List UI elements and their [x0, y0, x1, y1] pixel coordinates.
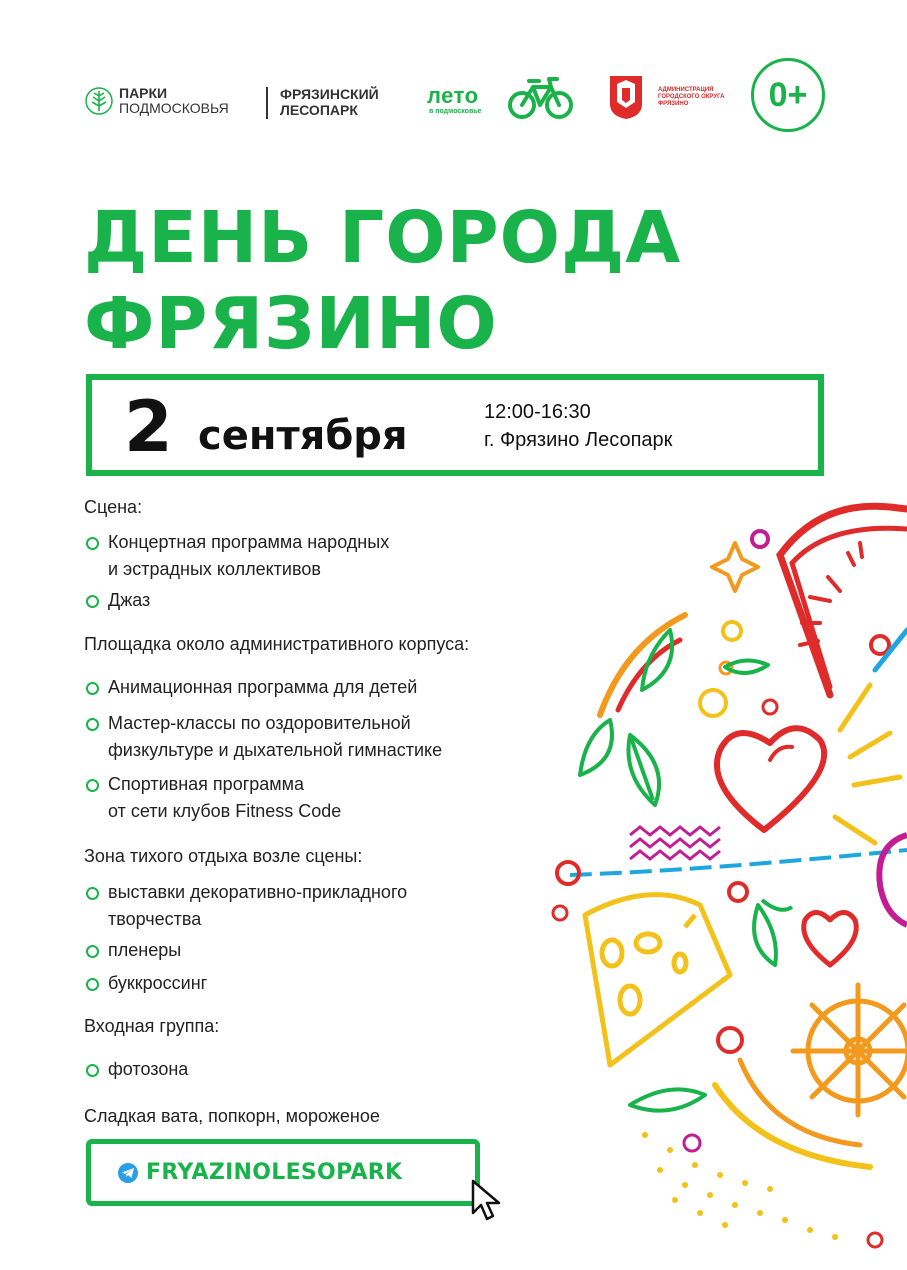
- event-day: 2: [124, 386, 173, 468]
- list-item: Спортивная программа от сети клубов Fitness Code: [84, 771, 341, 825]
- sweets-line: Сладкая вата, попкорн, мороженое: [84, 1106, 380, 1126]
- page-title: [84, 195, 784, 367]
- watermelon-icon: [780, 506, 907, 695]
- admin-line3: ФРЯЗИНО: [658, 101, 689, 107]
- title-line1: ДЕНЬ ГОРОДА: [84, 196, 682, 279]
- parks-line1: ПАРКИ: [119, 85, 168, 101]
- event-time: 12:00-16:30: [484, 401, 591, 423]
- list-item: Анимационная программа для детей: [84, 674, 417, 701]
- logo-divider: [266, 87, 268, 119]
- title-line2: ФРЯЗИНО: [84, 282, 498, 365]
- telegram-channel-button[interactable]: [86, 1139, 480, 1206]
- section-entrance-title: Входная группа:: [84, 1016, 220, 1036]
- leto-word: лето: [427, 83, 479, 108]
- leto-sub: в подмосковье: [429, 108, 482, 115]
- list-item: Мастер-классы по оздоровительной физкультуре и дыхательной гимнастике: [84, 710, 442, 764]
- lesopark-line2: ЛЕСОПАРК: [280, 102, 358, 118]
- mouse-pointer-icon: [470, 1178, 506, 1224]
- telegram-icon: [118, 1163, 138, 1183]
- event-date-box: [86, 374, 824, 476]
- list-item: фотозона: [84, 1056, 188, 1083]
- parks-podmoskovya-logo: [84, 86, 229, 116]
- star-icon: [712, 543, 758, 591]
- cheese-icon: [585, 895, 730, 1065]
- heart-icon: [717, 728, 824, 830]
- dots-decoration: [642, 1132, 838, 1240]
- administration-text: [658, 87, 748, 108]
- administration-logo: [608, 74, 738, 124]
- bicycle-icon: [507, 75, 575, 123]
- admin-line2: ГОРОДСКОГО ОКРУГА: [658, 94, 725, 100]
- event-month: сентября: [198, 413, 408, 459]
- list-item: буккроссинг: [84, 970, 207, 997]
- parks-leaf-icon: [84, 86, 114, 116]
- decorative-illustration: [530, 495, 907, 1255]
- fryazino-emblem-icon: [608, 74, 644, 120]
- parks-line2: ПОДМОСКОВЬЯ: [119, 100, 229, 116]
- list-item: пленеры: [84, 937, 181, 964]
- ship-wheel-icon: [793, 985, 907, 1115]
- section-admin-title: Площадка около административного корпуса:: [84, 634, 470, 654]
- admin-line1: АДМИНИСТРАЦИЯ: [658, 87, 714, 93]
- telegram-channel-label: FRYAZINOLESOPARK: [146, 1160, 403, 1185]
- list-item: Джаз: [84, 587, 150, 614]
- section-quiet-title: Зона тихого отдыха возле сцены:: [84, 846, 363, 866]
- small-heart-icon: [804, 913, 857, 966]
- age-rating-badge: 0+: [751, 58, 825, 132]
- event-place: г. Фрязино Лесопарк: [484, 429, 673, 451]
- leto-podmoskovye-logo: [427, 75, 577, 125]
- leaf-icon: [580, 630, 792, 1111]
- lesopark-logo: [280, 86, 379, 118]
- list-item: выставки декоративно-прикладного творчества: [84, 879, 407, 933]
- header-logos: [84, 60, 829, 140]
- section-stage-title: Сцена:: [84, 497, 143, 517]
- list-item: Концертная программа народных и эстрадных коллективов: [84, 529, 389, 583]
- lesopark-line1: ФРЯЗИНСКИЙ: [280, 86, 379, 102]
